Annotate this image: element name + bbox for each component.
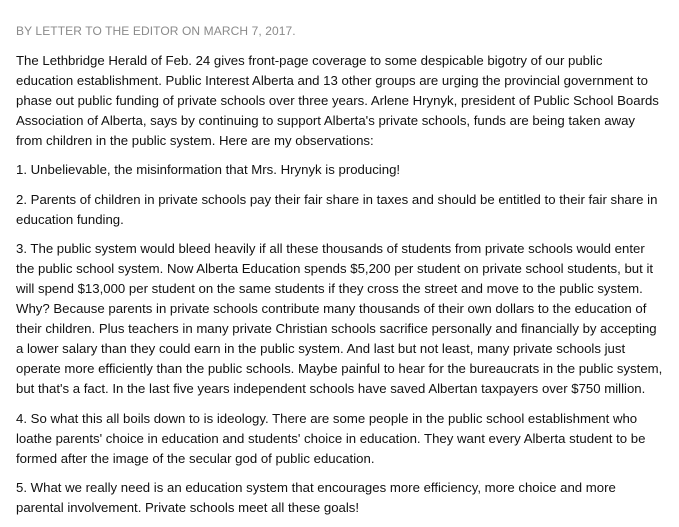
article-byline: BY LETTER TO THE EDITOR ON MARCH 7, 2017.: [16, 24, 296, 38]
paragraph-intro: The Lethbridge Herald of Feb. 24 gives front-page coverage to some despicable bigotry of our public education establishment. Public Interest Alberta and 13 other groups are urging the provincial government to phase out public funding of private schools over three years. Arlene Hrynyk, president of Public School Boards Association of Alberta, says by continuing to support Alberta's private schools, funds are being taken away from children in the public system. Here are my observations:: [16, 53, 659, 149]
paragraph-point-2: 2. Parents of children in private schools pay their fair share in taxes and should be entitled to their fair share in education funding.: [16, 191, 658, 227]
paragraph-point-5: 5. What we really need is an education system that encourages more efficiency, more choice and more parental involvement. Private schools meet all these goals!: [16, 479, 616, 515]
letter-article: [16, 23, 663, 527]
paragraph-point-4: 4. So what this all boils down to is ideology. There are some people in the public school establishment who loathe parents' choice in education and students' choice in education. They want every Alberta student to be formed after the image of the secular god of public education.: [16, 410, 646, 466]
paragraph-point-1: 1. Unbelievable, the misinformation that Mrs. Hrynyk is producing!: [16, 162, 401, 178]
paragraph-point-3: 3. The public system would bleed heavily if all these thousands of students from private schools would enter the public school system. Now Alberta Education spends $5,200 per student on private school students, but it will spend $13,000 per student on the same students if they cross the street and move to the public system. Why? Because parents in private schools contribute many thousands of their own dollars to the education of their children. Plus teachers in many private Christian schools sacrifice personally and financially by accepting a lower salary than they could earn in the public system. And last but not least, many private schools just operate more efficiently than the public schools. Maybe painful to hear for the bureaucrats in the public system, but that's a fact. In the last five years independent schools have saved Albertan taxpayers over $750 million.: [16, 240, 663, 397]
